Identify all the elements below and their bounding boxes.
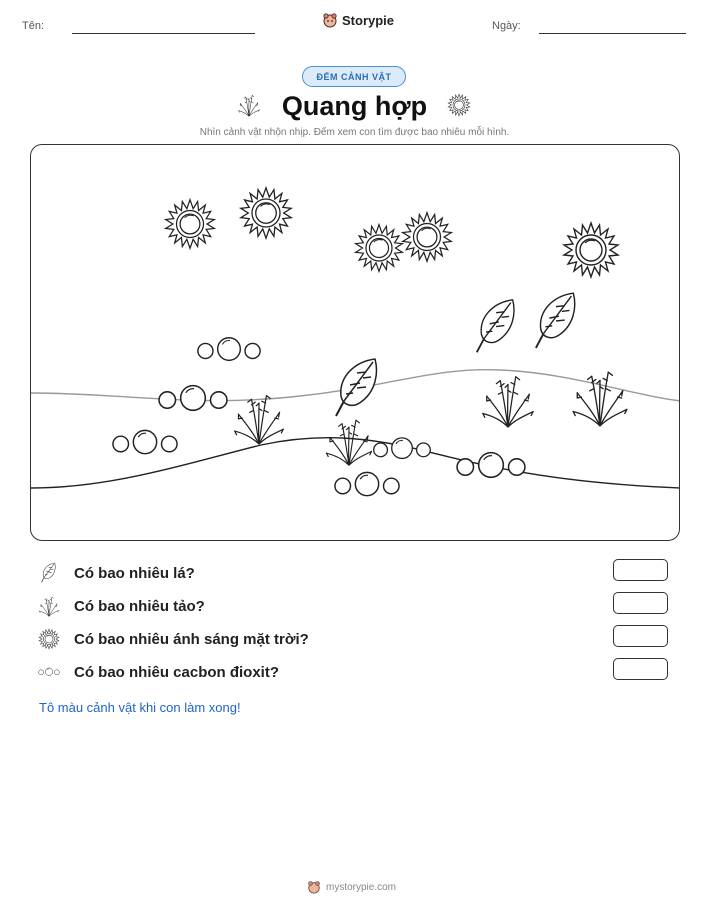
name-label: Tên: [22, 20, 45, 32]
category-badge: ĐẾM CẢNH VẬT [302, 66, 406, 87]
coloring-instruction: Tô màu cảnh vật khi con làm xong! [39, 700, 241, 715]
co2-shape-5 [335, 472, 399, 495]
question-text: Có bao nhiêu lá? [74, 564, 195, 582]
co2-shape-3 [113, 430, 177, 453]
algae-shapes [235, 372, 627, 465]
mascot-icon [322, 12, 338, 28]
answer-box-leaves[interactable] [613, 559, 668, 581]
sun-shape-4 [403, 213, 452, 262]
leaf-shape-1 [477, 300, 514, 352]
question-row [38, 594, 205, 618]
sun-shape-2 [241, 188, 291, 238]
co2-shape-1 [198, 338, 260, 361]
leaf-shapes [336, 293, 575, 416]
co2-shape-2 [159, 386, 227, 411]
algae-icon [38, 595, 60, 617]
algae-shape-1 [235, 396, 284, 445]
question-row [38, 627, 309, 651]
leaf-icon [38, 562, 60, 584]
leaf-shape-2 [536, 293, 575, 348]
question-text: Có bao nhiêu ánh sáng mặt trời? [74, 630, 309, 648]
question-row [38, 660, 279, 684]
sun-icon [447, 93, 471, 117]
counting-scene [30, 144, 680, 541]
site-footer [307, 880, 396, 894]
sun-shape-3 [356, 225, 403, 272]
scene-illustration [31, 145, 680, 541]
question-text: Có bao nhiêu cacbon đioxit? [74, 663, 280, 681]
date-line[interactable] [539, 33, 686, 34]
co2-shape-4 [374, 438, 431, 459]
brand-name: Storypie [342, 12, 395, 28]
name-line[interactable] [72, 33, 255, 34]
answer-box-algae[interactable] [613, 592, 668, 614]
page-subtitle: Nhìn cảnh vật nhộn nhịp. Đếm xem con tìm được bao nhiêu mỗi hình. [199, 127, 510, 138]
leaf-shape-3 [336, 359, 376, 416]
site-url[interactable]: mystorypie.com [326, 881, 397, 893]
sun-shapes [166, 188, 618, 277]
co2-molecule-icon [38, 661, 60, 683]
mascot-icon [307, 880, 321, 894]
question-row [38, 561, 195, 585]
brand-logo [322, 12, 394, 28]
algae-shape-3 [483, 377, 533, 427]
date-label: Ngày: [492, 20, 521, 32]
co2-shapes [113, 338, 525, 496]
co2-shape-6 [457, 453, 525, 478]
sun-shape-1 [166, 200, 215, 249]
algae-shape-2 [326, 420, 371, 465]
page-title: Quang hợp [281, 91, 428, 121]
question-text: Có bao nhiêu tảo? [74, 597, 205, 615]
answer-box-co2[interactable] [613, 658, 668, 680]
answer-box-sunlight[interactable] [613, 625, 668, 647]
sun-shape-5 [564, 223, 618, 277]
sun-icon [38, 628, 60, 650]
